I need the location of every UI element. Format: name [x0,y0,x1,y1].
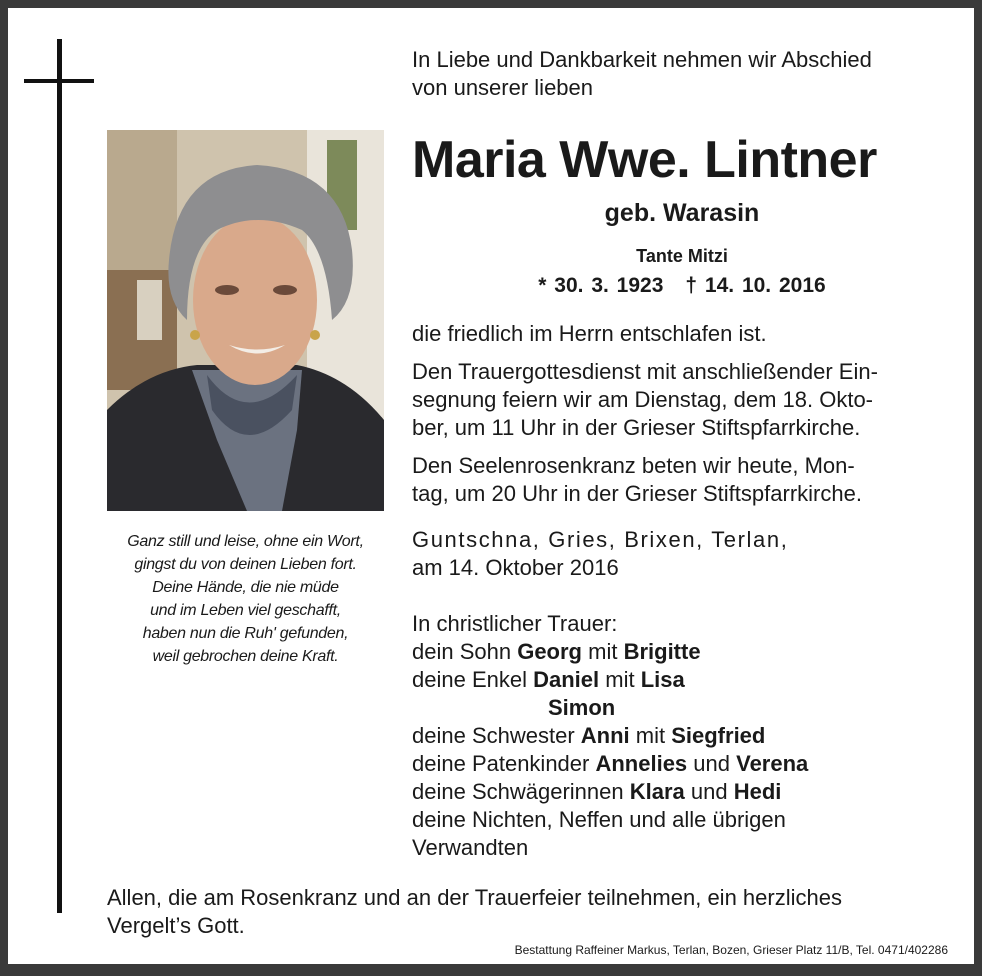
portrait-photo-icon [107,130,384,511]
cross-icon-bar [24,79,94,83]
rosary-text: Den Seelenrosenkranz beten wir heute, Mon- tag, um 20 Uhr in der Grieser Stiftspfarrkirche. [412,453,862,506]
mourner-line-relatives: deine Nichten, Neffen und alle übrigen [412,807,786,832]
intro-text: In Liebe und Dankbarkeit nehmen wir Abschied von unserer lieben [412,47,872,100]
mourner-line-godchildren: deine Patenkinder Annelies und Verena [412,751,809,776]
notice-date: am 14. Oktober 2016 [412,555,619,580]
thanks-text: Allen, die am Rosenkranz und an der Trauerfeier teilnehmen, ein herzliches Vergelt’s Gott. [107,885,842,938]
funeral-home-footer: Bestattung Raffeiner Markus, Terlan, Bozen, Grieser Platz 11/B, Tel. 0471/402286 [514,943,948,957]
deceased-name: Maria Wwe. Lintner [412,131,877,189]
mourner-line-son: dein Sohn Georg mit Brigitte [412,639,701,664]
mourner-line-sister: deine Schwester Anni mit Siegfried [412,723,766,748]
funeral-service-text: Den Trauergottesdienst mit anschließender Ein- segnung feiern wir am Dienstag, dem 18. Okto- ber, um 11 Uhr in der Grieser Stiftspfarrkirche. [412,359,878,440]
obituary-page [8,8,974,964]
death-date: † 14. 10. 2016 [685,274,826,297]
mourners-list [412,610,808,862]
cross-icon [57,39,62,913]
places: Guntschna, Gries, Brixen, Terlan, [412,527,789,552]
poem: Ganz still und leise, ohne ein Wort, gingst du von deinen Lieben fort. Deine Hände, die nie müde und im Leben viel geschafft, haben nun die Ruh' gefunden, weil gebrochen deine Kraft. [127,533,364,665]
portrait-photo [107,130,384,511]
mourner-line-grandchildren: deine Enkel Daniel mit Lisa [412,667,685,692]
mourner-line-relatives-2: Verwandten [412,835,529,860]
nickname: Tante Mitzi [636,246,728,266]
life-dates [412,272,952,300]
mourner-line-sisters-in-law: deine Schwägerinnen Klara und Hedi [412,779,782,804]
mourner-line-grandchild-simon: Simon [548,695,616,720]
mourning-header: In christlicher Trauer: [412,611,618,636]
birth-name: geb. Warasin [604,199,760,227]
passing-text: die friedlich im Herrn entschlafen ist. [412,321,767,346]
birth-date: * 30. 3. 1923 [538,274,664,297]
